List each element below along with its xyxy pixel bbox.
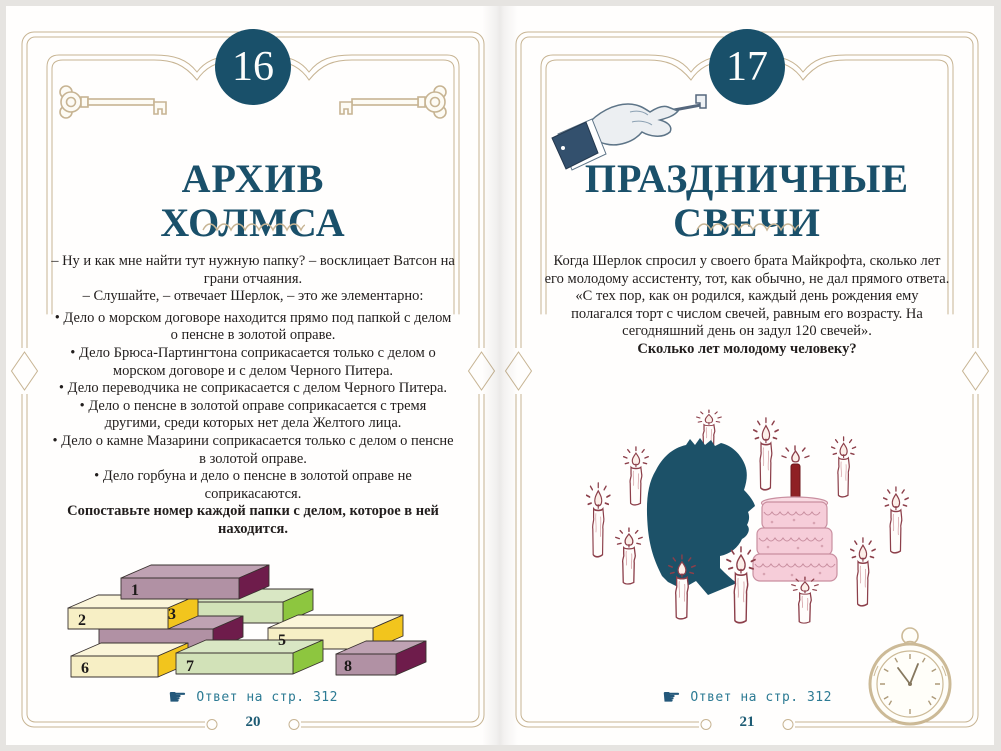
candle-icon — [624, 447, 649, 505]
puzzle-title: АРХИВ ХОЛМСА — [160, 155, 346, 245]
clue-item: • Дело горбуна и дело о пенсне в золотой оправе не соприкасаются. — [50, 468, 456, 503]
folder-label: 8 — [344, 658, 352, 675]
candle-icon — [851, 538, 876, 606]
candle-icon — [792, 577, 818, 623]
clue-item: • Дело о морском договоре находится прямо под папкой с делом о пенсне в золотой оправе. — [50, 310, 456, 345]
folder-1 — [121, 565, 269, 599]
dialogue-line: – Ну и как мне найти тут нужную папку? – восклицает Ватсон на грани отчаяния. — [51, 253, 455, 287]
answer-note: Ответ на стр. 312 — [196, 690, 338, 705]
boy-silhouette — [647, 438, 755, 595]
wave-divider — [695, 221, 799, 235]
wave-divider — [201, 221, 305, 235]
folder-label: 7 — [186, 658, 194, 675]
task-prompt: Сопоставьте номер каждой папки с делом, которое в ней находится. — [67, 503, 439, 537]
folder-label: 5 — [278, 632, 286, 649]
pointing-hand-icon: ☛ — [662, 685, 682, 709]
puzzle-title: ПРАЗДНИЧНЫЕ СВЕЧИ — [584, 155, 910, 245]
candle-icon — [832, 437, 856, 497]
clues-list — [50, 310, 456, 504]
answer-note: Ответ на стр. 312 — [690, 690, 832, 705]
pointing-hand-icon: ☛ — [168, 685, 188, 709]
clue-item: • Дело переводчика не соприкасается с делом Черного Питера. — [50, 380, 456, 398]
dialogue-line: – Слушайте, – отвечает Шерлок, – это же элементарно: — [82, 288, 424, 305]
candle-icon — [754, 418, 779, 490]
page-number: 20 — [245, 714, 261, 730]
candle-icon — [587, 483, 610, 557]
task-question: Сколько лет молодому человеку? — [637, 340, 857, 357]
antique-key-icon — [332, 78, 450, 126]
left-page — [6, 6, 500, 745]
right-page — [500, 6, 994, 745]
puzzle-number-badge — [215, 29, 291, 105]
folder-label: 2 — [78, 612, 86, 629]
answer-reference — [500, 685, 994, 709]
page-number: 21 — [739, 714, 755, 730]
clue-item: • Дело о пенсне в золотой оправе соприкасается с тремя другими, среди которых нет дела Желтого лица. — [50, 398, 456, 433]
folder-7 — [176, 640, 323, 674]
story-paragraph: Когда Шерлок спросил у своего брата Майкрофта, сколько лет его молодому ассистенту, тот, как обычно, не дал прямого ответа. «С тех пор, как он родился, каждый день рождения ему полагался торт с числом свечей, равным его возрасту. На сегодняшний день он задул 120 свечей». — [544, 253, 950, 340]
puzzle-number: 17 — [726, 44, 768, 90]
candle-icon — [616, 528, 642, 584]
folder-label: 6 — [81, 660, 89, 677]
puzzle-number-badge — [709, 29, 785, 105]
folder-label: 3 — [168, 606, 176, 623]
candle-icon — [884, 487, 909, 553]
folder-label: 1 — [131, 582, 139, 599]
answer-reference — [6, 685, 500, 709]
folder-stack-illustration — [46, 554, 466, 684]
clue-item: • Дело о камне Мазарини соприкасается только с делом о пенсне в золотой оправе. — [50, 433, 456, 468]
birthday-illustration — [558, 398, 950, 640]
puzzle-text — [544, 253, 950, 359]
clue-item: • Дело Брюса-Партингтона соприкасается только с делом о морском договоре и с делом Черного Питера. — [50, 345, 456, 380]
puzzle-number: 16 — [232, 44, 274, 90]
antique-key-icon — [56, 78, 174, 126]
puzzle-text — [50, 253, 456, 539]
folder-2 — [68, 595, 198, 629]
